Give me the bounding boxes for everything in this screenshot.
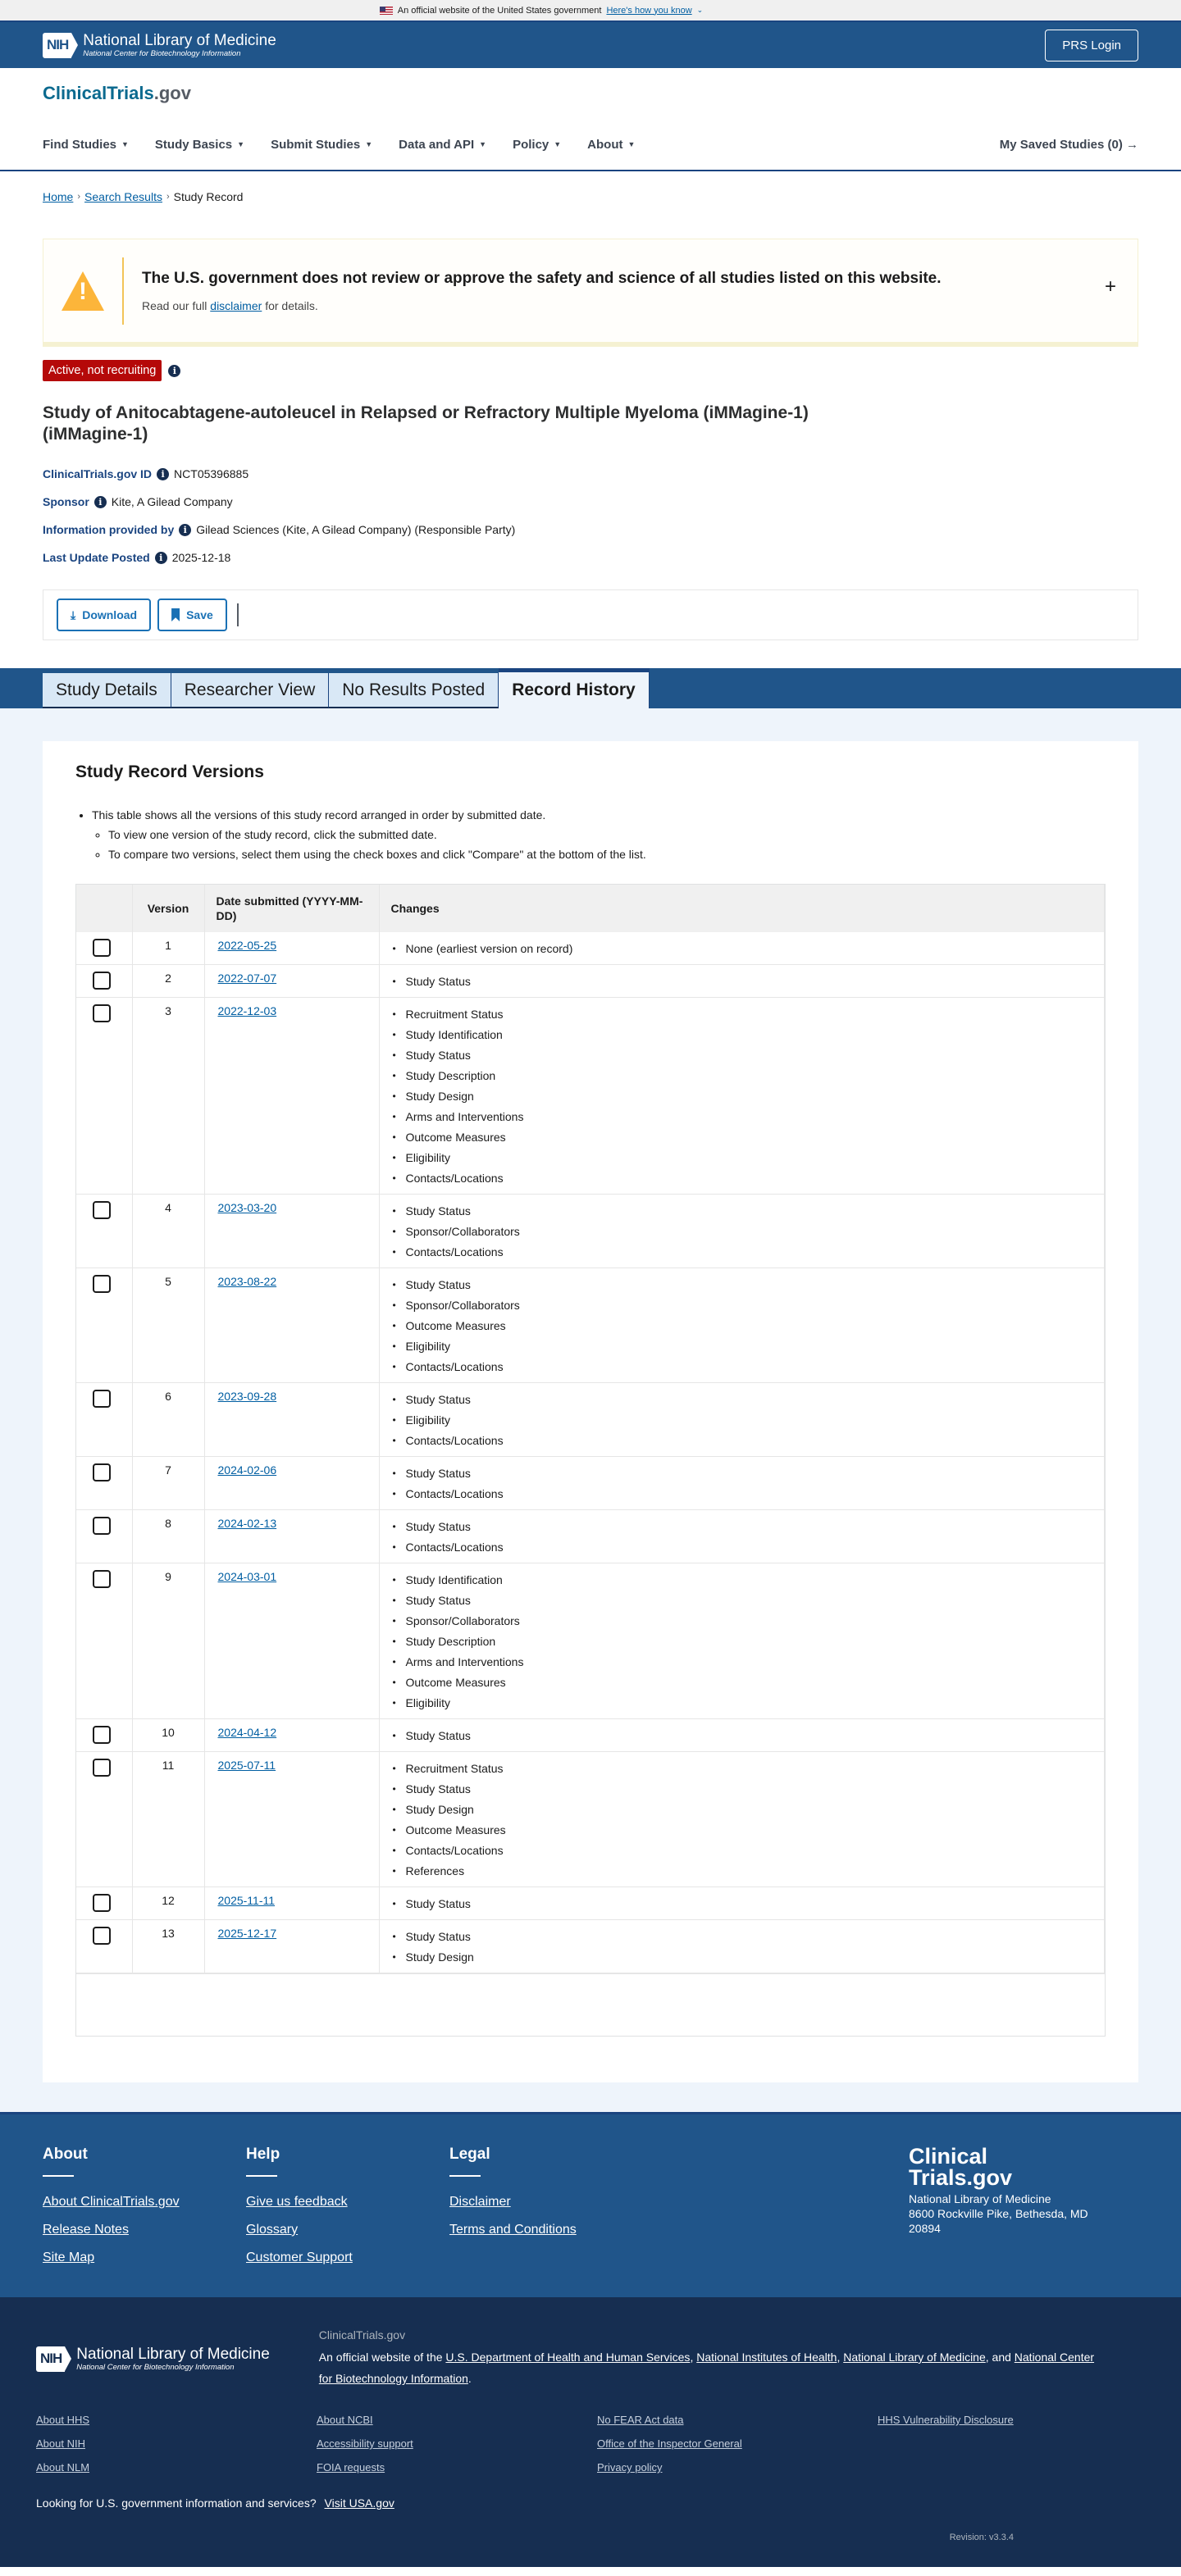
nav-policy[interactable]: Policy ▼ — [513, 137, 562, 152]
change-item: • Eligibility — [391, 1148, 1093, 1168]
footer-link-customer-support[interactable]: Customer Support — [246, 2251, 353, 2264]
footer-col-about: About About ClinicalTrials.gov Release Notes Site Map — [43, 2146, 246, 2278]
version-date-link[interactable]: 2023-09-28 — [217, 1390, 277, 1403]
link-inspector-general[interactable]: Office of the Inspector General — [597, 2437, 742, 2450]
link-about-hhs[interactable]: About HHS — [36, 2414, 90, 2426]
version-number: 5 — [132, 1268, 204, 1383]
gov-banner-text: An official website of the United States government — [397, 5, 602, 16]
changes-list — [391, 1517, 1093, 1558]
change-item: • Sponsor/Collaborators — [391, 1222, 1093, 1242]
change-item: • Study Identification — [391, 1025, 1093, 1045]
info-icon[interactable]: i — [155, 552, 167, 564]
nav-data-and-api[interactable]: Data and API ▼ — [399, 137, 487, 152]
version-number: 13 — [132, 1920, 204, 1973]
changes-list — [391, 1894, 1093, 1914]
tab-researcher-view[interactable]: Researcher View — [171, 673, 330, 708]
version-checkbox[interactable] — [93, 1275, 111, 1293]
change-item: • Study Status — [391, 1463, 1093, 1484]
changes-list — [391, 1004, 1093, 1189]
version-row — [76, 1719, 1105, 1752]
change-item: • Study Description — [391, 1066, 1093, 1086]
change-item: • Study Status — [391, 1201, 1093, 1222]
bookmark-icon — [171, 608, 180, 621]
chevron-right-icon: › — [166, 192, 170, 202]
footer-col-help: Help Give us feedback Glossary Customer Support — [246, 2146, 449, 2278]
chevron-down-icon: ▼ — [365, 140, 373, 148]
info-icon[interactable]: i — [168, 365, 180, 377]
chevron-down-icon: ▼ — [479, 140, 487, 148]
version-checkbox[interactable] — [93, 1517, 111, 1535]
link-about-nlm[interactable]: About NLM — [36, 2461, 90, 2474]
link-hhs[interactable]: U.S. Department of Health and Human Services — [445, 2351, 691, 2364]
study-record-versions — [43, 741, 1138, 2082]
footer-link-site-map[interactable]: Site Map — [43, 2251, 95, 2264]
change-item: • Study Design — [391, 1947, 1093, 1968]
footer-link-about-ct[interactable]: About ClinicalTrials.gov — [43, 2195, 180, 2209]
usa-gov-line: Looking for U.S. government information and services? Visit USA.gov — [36, 2496, 394, 2510]
nih-logo-icon: NIH — [36, 2346, 71, 2372]
col-version: Version — [132, 885, 204, 932]
version-number: 9 — [132, 1563, 204, 1719]
version-row — [76, 1268, 1105, 1383]
version-row — [76, 998, 1105, 1195]
version-date-link[interactable]: 2025-12-17 — [217, 1927, 277, 1940]
warning-icon — [62, 271, 104, 311]
changes-list — [391, 1201, 1093, 1263]
nlm-logo[interactable] — [43, 33, 276, 58]
version-checkbox[interactable] — [93, 1927, 111, 1945]
version-checkbox[interactable] — [93, 1004, 111, 1022]
changes-list — [391, 1570, 1093, 1714]
version-row — [76, 1563, 1105, 1719]
meta-sponsor: Sponsor i Kite, A Gilead Company — [43, 495, 233, 508]
changes-list — [391, 1275, 1093, 1377]
version-row — [76, 1510, 1105, 1563]
version-checkbox[interactable] — [93, 972, 111, 990]
change-item: • Contacts/Locations — [391, 1484, 1093, 1504]
tab-study-details[interactable]: Study Details — [43, 673, 171, 708]
us-flag-icon — [380, 7, 393, 15]
save-button[interactable]: Save — [157, 598, 227, 631]
change-item: • Study Description — [391, 1632, 1093, 1652]
change-item: • Study Status — [391, 1927, 1093, 1947]
version-row — [76, 1457, 1105, 1510]
prs-login-button[interactable]: PRS Login — [1045, 30, 1138, 61]
version-date-link[interactable]: 2024-03-01 — [217, 1570, 277, 1583]
version-number: 11 — [132, 1752, 204, 1887]
link-foia[interactable]: FOIA requests — [317, 2461, 385, 2474]
version-row — [76, 1752, 1105, 1887]
version-date-link[interactable]: 2022-05-25 — [217, 939, 277, 952]
change-item: • Study Design — [391, 1086, 1093, 1107]
link-accessibility[interactable]: Accessibility support — [317, 2437, 413, 2450]
version-row — [76, 1195, 1105, 1268]
chevron-down-icon: ⌄ — [696, 6, 704, 14]
tab-no-results-posted[interactable]: No Results Posted — [329, 673, 499, 708]
info-icon[interactable]: i — [94, 496, 107, 508]
study-meta — [0, 445, 1181, 571]
version-number: 7 — [132, 1457, 204, 1510]
version-date-link[interactable]: 2023-08-22 — [217, 1275, 277, 1288]
meta-information-provided-by: Information provided by i Gilead Sciences (Kite, A Gilead Company) (Responsible Party) — [43, 523, 516, 536]
version-number: 4 — [132, 1195, 204, 1268]
change-item: • Study Status — [391, 972, 1093, 992]
change-item: • Sponsor/Collaborators — [391, 1295, 1093, 1316]
nav-find-studies[interactable]: Find Studies ▼ — [43, 137, 129, 152]
revision-text: Revision: v3.3.4 — [949, 2533, 1014, 2542]
meta-last-update: Last Update Posted i 2025-12-18 — [43, 551, 231, 564]
change-item: • Recruitment Status — [391, 1004, 1093, 1025]
change-item: • References — [391, 1861, 1093, 1882]
change-item: • Study Identification — [391, 1570, 1093, 1591]
link-hhs-vulnerability[interactable]: HHS Vulnerability Disclosure — [878, 2414, 1014, 2426]
version-number: 2 — [132, 965, 204, 998]
breadcrumb-home[interactable]: Home — [43, 190, 74, 203]
change-item: • Outcome Measures — [391, 1316, 1093, 1336]
footer-nlm-logo[interactable]: NIH National Library of Medicine National Center for Biotechnology Information — [36, 2328, 270, 2389]
download-button[interactable]: ⤓ Download — [57, 598, 151, 631]
disclaimer-alert — [43, 239, 1138, 347]
change-item: • Study Status — [391, 1390, 1093, 1410]
version-date-link[interactable]: 2022-12-03 — [217, 1004, 277, 1017]
link-ncbi[interactable]: National Center for Biotechnology Information — [318, 2351, 1095, 2385]
heres-how-you-know-link[interactable]: Here's how you know — [606, 5, 692, 16]
version-checkbox[interactable] — [93, 1894, 111, 1912]
version-checkbox[interactable] — [93, 1390, 111, 1408]
disclaimer-text: Read our full disclaimer for details. — [142, 298, 318, 312]
tab-record-history[interactable]: Record History — [499, 668, 650, 708]
version-row — [76, 1920, 1105, 1973]
study-title: Study of Anitocabtagene-autoleucel in Relapsed or Refractory Multiple Myeloma (iMMagine-1) (iMMagine-1) — [43, 403, 809, 444]
version-date-link[interactable]: 2024-02-06 — [217, 1463, 277, 1477]
nav-study-basics[interactable]: Study Basics ▼ — [154, 137, 245, 152]
changes-list — [391, 939, 1093, 959]
footer-link-release-notes[interactable]: Release Notes — [43, 2223, 129, 2237]
change-item: • Contacts/Locations — [391, 1431, 1093, 1451]
version-number: 6 — [132, 1383, 204, 1457]
change-item: • Study Status — [391, 1591, 1093, 1611]
clinicaltrials-logo[interactable]: ClinicalTrials.gov — [43, 83, 191, 103]
changes-list — [391, 1463, 1093, 1504]
gov-banner — [0, 0, 1181, 20]
versions-table — [75, 884, 1106, 2037]
breadcrumb-search-results[interactable]: Search Results — [84, 190, 162, 203]
change-item: • Eligibility — [391, 1693, 1093, 1714]
version-checkbox[interactable] — [93, 1463, 111, 1481]
change-item: • Eligibility — [391, 1336, 1093, 1357]
chevron-down-icon: ▼ — [554, 140, 562, 148]
footer-link-terms[interactable]: Terms and Conditions — [449, 2223, 577, 2237]
version-row — [76, 1887, 1105, 1920]
toolbar-divider — [237, 603, 239, 626]
version-number: 8 — [132, 1510, 204, 1563]
change-item: • Study Status — [391, 1517, 1093, 1537]
change-item: • Study Status — [391, 1726, 1093, 1746]
change-item: • Arms and Interventions — [391, 1652, 1093, 1673]
disclaimer-title: The U.S. government does not review or approve the safety and science of all studies listed on this website. — [142, 269, 942, 287]
change-item: • Study Status — [391, 1045, 1093, 1066]
change-item: • Outcome Measures — [391, 1673, 1093, 1693]
breadcrumb-current: Study Record — [173, 190, 244, 203]
info-icon[interactable]: i — [179, 524, 191, 536]
version-number: 12 — [132, 1887, 204, 1920]
change-item: • Contacts/Locations — [391, 1357, 1093, 1377]
version-date-link[interactable]: 2022-07-07 — [217, 972, 277, 985]
version-checkbox[interactable] — [93, 939, 111, 957]
main-nav — [43, 119, 1138, 170]
changes-list — [391, 1927, 1093, 1968]
version-number: 1 — [132, 932, 204, 965]
status-badge: Active, not recruiting — [43, 360, 162, 381]
version-date-link[interactable]: 2025-07-11 — [217, 1759, 276, 1772]
versions-intro: • This table shows all the versions of this study record arranged in order by submitted date. ◦ To view one version of the study record, click the submitted date. ◦ To compare two versions, select them using the check boxes and click "Compare" at the bottom of the list. — [75, 805, 1106, 864]
changes-list — [391, 1726, 1093, 1746]
chevron-down-icon: ▼ — [237, 140, 245, 148]
changes-list — [391, 1759, 1093, 1882]
download-icon: ⤓ — [71, 608, 76, 621]
link-about-ncbi[interactable]: About NCBI — [317, 2414, 373, 2426]
col-date-submitted: Date submitted (YYYY-MM-DD) — [204, 885, 379, 932]
footer-col-legal: Legal Disclaimer Terms and Conditions — [449, 2146, 653, 2278]
version-number: 10 — [132, 1719, 204, 1752]
footer-address: National Library of Medicine 8600 Rockville Pike, Bethesda, MD 20894 — [909, 2192, 1088, 2235]
visit-usa-gov-link[interactable]: Visit USA.gov — [324, 2496, 394, 2510]
footer-ct-logo[interactable]: Clinical Trials.gov — [909, 2144, 1013, 2190]
col-changes: Changes — [379, 885, 1105, 932]
link-no-fear-act[interactable]: No FEAR Act data — [597, 2414, 684, 2426]
disclaimer-link[interactable]: disclaimer — [210, 298, 262, 312]
link-privacy-policy[interactable]: Privacy policy — [597, 2461, 663, 2474]
my-saved-studies-link[interactable]: My Saved Studies (0) → — [999, 137, 1138, 152]
version-date-link[interactable]: 2024-04-12 — [217, 1726, 277, 1739]
nlm-subtitle: National Center for Biotechnology Information — [83, 48, 241, 58]
change-item: • None (earliest version on record) — [391, 939, 1093, 959]
footer-bottom-links — [36, 2414, 1145, 2474]
nlm-header — [0, 20, 1181, 68]
footer-official-statement: ClinicalTrials.gov An official website of the U.S. Department of Health and Human Services, National Institutes of Health, National Library of Medicine, and National Center for Biotechnology Information. — [318, 2328, 1095, 2385]
footer-brand — [909, 2146, 1122, 2278]
changes-list — [391, 972, 1093, 992]
version-date-link[interactable]: 2023-03-20 — [217, 1201, 277, 1214]
changes-list — [391, 1390, 1093, 1451]
chevron-down-icon: ▼ — [121, 140, 129, 148]
change-item: • Study Status — [391, 1894, 1093, 1914]
link-about-nih[interactable]: About NIH — [36, 2437, 85, 2450]
change-item: • Study Status — [391, 1275, 1093, 1295]
version-checkbox[interactable] — [93, 1201, 111, 1219]
change-item: • Arms and Interventions — [391, 1107, 1093, 1127]
change-item: • Contacts/Locations — [391, 1242, 1093, 1263]
site-header — [0, 68, 1181, 171]
study-toolbar — [43, 589, 1138, 640]
footer-link-glossary[interactable]: Glossary — [246, 2223, 299, 2237]
footer-link-feedback[interactable]: Give us feedback — [246, 2195, 348, 2209]
version-checkbox[interactable] — [93, 1570, 111, 1588]
chevron-down-icon: ▼ — [627, 140, 636, 148]
nav-about[interactable]: About ▼ — [587, 137, 636, 152]
footer-link-disclaimer[interactable]: Disclaimer — [449, 2195, 511, 2209]
change-item: • Study Design — [391, 1800, 1093, 1820]
nlm-title: National Library of Medicine — [83, 31, 276, 49]
version-date-link[interactable]: 2024-02-13 — [217, 1517, 277, 1530]
footer-top — [0, 2112, 1181, 2297]
change-item: • Outcome Measures — [391, 1820, 1093, 1841]
version-number: 3 — [132, 998, 204, 1195]
meta-nct-id: ClinicalTrials.gov ID i NCT05396885 — [43, 467, 249, 480]
change-item: • Sponsor/Collaborators — [391, 1611, 1093, 1632]
change-item: • Outcome Measures — [391, 1127, 1093, 1148]
versions-title: Study Record Versions — [75, 762, 264, 781]
link-nih[interactable]: National Institutes of Health — [696, 2351, 837, 2364]
change-item: • Study Status — [391, 1779, 1093, 1800]
link-nlm[interactable]: National Library of Medicine — [843, 2351, 986, 2364]
nih-logo-icon: NIH — [43, 33, 78, 58]
footer-bottom — [0, 2297, 1181, 2567]
nav-submit-studies[interactable]: Submit Studies ▼ — [271, 137, 373, 152]
version-row — [76, 965, 1105, 998]
change-item: • Contacts/Locations — [391, 1841, 1093, 1861]
change-item: • Contacts/Locations — [391, 1537, 1093, 1558]
info-icon[interactable]: i — [157, 468, 169, 480]
expand-plus-icon[interactable]: + — [1104, 275, 1116, 298]
version-row — [76, 1383, 1105, 1457]
version-row — [76, 932, 1105, 965]
change-item: • Eligibility — [391, 1410, 1093, 1431]
study-tabs — [0, 668, 1181, 708]
version-checkbox[interactable] — [93, 1759, 111, 1777]
version-checkbox[interactable] — [93, 1726, 111, 1744]
change-item: • Contacts/Locations — [391, 1168, 1093, 1189]
version-date-link[interactable]: 2025-11-11 — [217, 1894, 276, 1907]
breadcrumb — [0, 171, 1181, 222]
chevron-right-icon: › — [77, 192, 81, 202]
change-item: • Recruitment Status — [391, 1759, 1093, 1779]
